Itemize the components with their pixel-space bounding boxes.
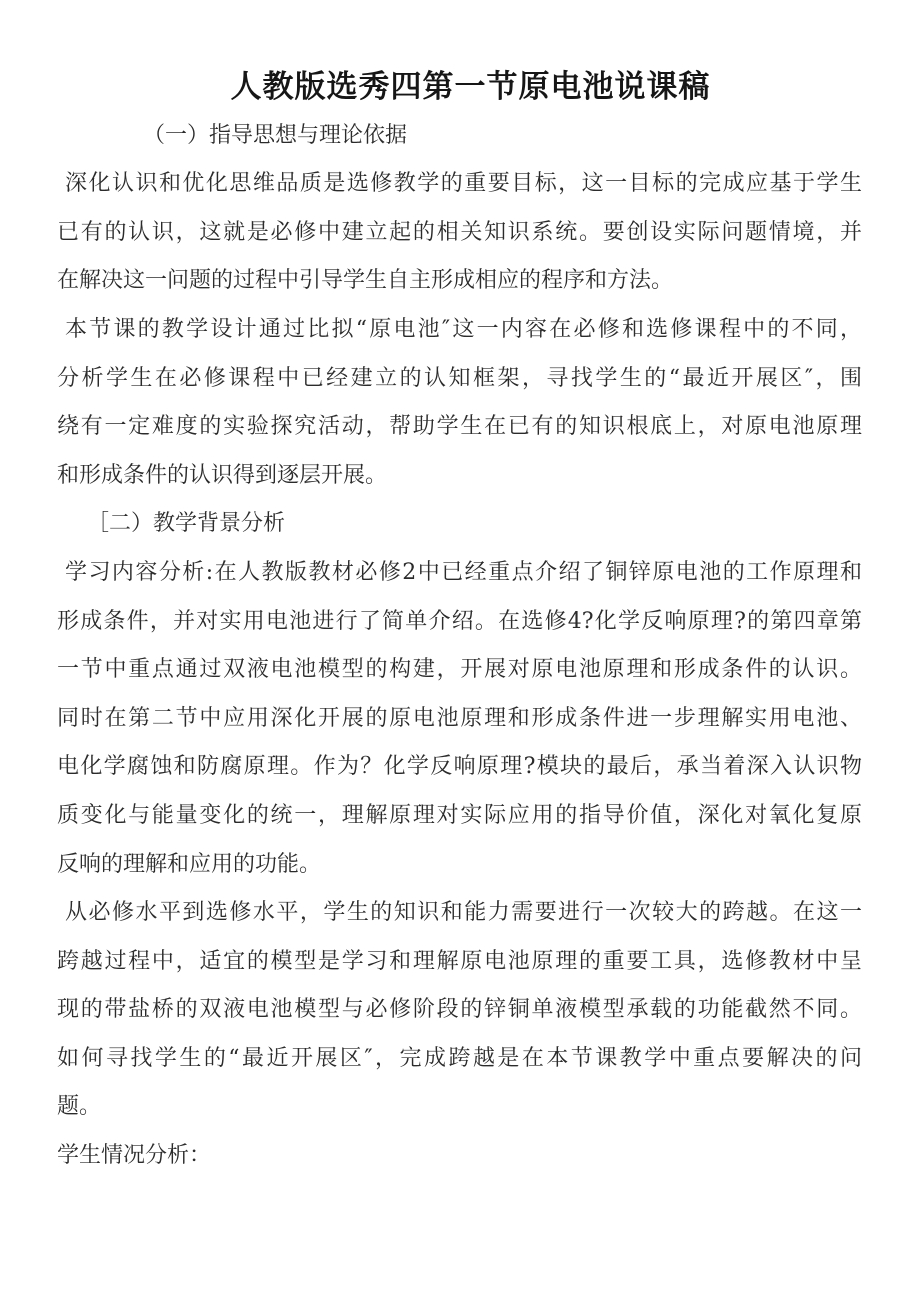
text-line: 如何寻找学生的“最近开展区″，完成跨越是在本节课教学中重点要解决的问 bbox=[57, 1045, 862, 1071]
text-line: 反响的理解和应用的功能。 bbox=[57, 851, 322, 877]
text-line: 现的带盐桥的双液电池模型与必修阶段的锌铜单液模型承载的功能截然不同。 bbox=[57, 997, 862, 1023]
text-line: 一节中重点通过双液电池模型的构建，开展对原电池原理和形成条件的认识。 bbox=[57, 657, 862, 683]
text-line: 跨越过程中，适宜的模型是学习和理解原电池原理的重要工具，选修教材中呈 bbox=[57, 948, 862, 974]
text-line: 和形成条件的认识得到逐层开展。 bbox=[57, 462, 388, 488]
section-heading-2: ［二）教学背景分析 bbox=[87, 511, 286, 537]
text-line: 在解决这一问题的过程中引导学生自主形成相应的程序和方法。 bbox=[57, 268, 674, 294]
text-line: 电化学腐蚀和防腐原理。作为？化学反响原理?模块的最后，承当着深入认识物 bbox=[57, 754, 862, 780]
text-line: 质变化与能量变化的统一，理解原理对实际应用的指导价值，深化对氧化复原 bbox=[57, 802, 862, 828]
text-line: 已有的认识，这就是必修中建立起的相关知识系统。要创设实际问题情境，并 bbox=[57, 219, 862, 245]
text-line: 绕有一定难度的实验探究活动，帮助学生在已有的知识根底上，对原电池原理 bbox=[57, 414, 862, 440]
document-title: 人教版选秀四第一节原电池说课稿 bbox=[230, 69, 711, 105]
text-line: 本节课的教学设计通过比拟“原电池″这一内容在必修和选修课程中的不同， bbox=[65, 316, 862, 342]
text-line: 深化认识和优化思维品质是选修教学的重要目标，这一目标的完成应基于学生 bbox=[65, 171, 862, 197]
text-line: 分析学生在必修课程中已经建立的认知框架，寻找学生的“最近开展区″，围 bbox=[57, 365, 862, 391]
document-body bbox=[57, 112, 862, 1181]
text-line: 从必修水平到选修水平，学生的知识和能力需要进行一次较大的跨越。在这一 bbox=[65, 900, 862, 926]
text-line: 学生情况分析： bbox=[57, 1143, 212, 1169]
text-line: 同时在第二节中应用深化开展的原电池原理和形成条件进一步理解实用电池、 bbox=[57, 705, 862, 731]
section-heading-1: （一）指导思想与理论依据 bbox=[143, 122, 408, 148]
text-line: 学习内容分析:在人教版教材必修2中已经重点介绍了铜锌原电池的工作原理和 bbox=[65, 559, 862, 585]
text-line: 题。 bbox=[57, 1094, 102, 1120]
text-line: 形成条件，并对实用电池进行了简单介绍。在选修4?化学反响原理?的第四章第 bbox=[57, 608, 862, 634]
